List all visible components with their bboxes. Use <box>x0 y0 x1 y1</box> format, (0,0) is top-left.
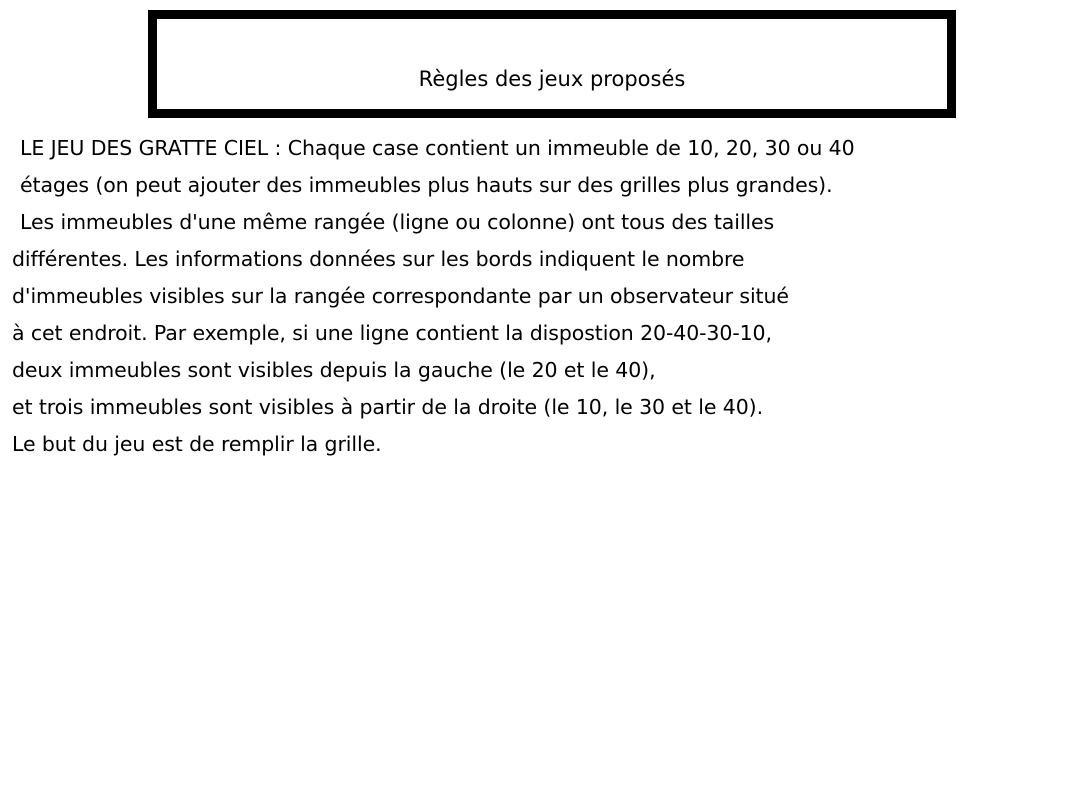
rule-line: deux immeubles sont visibles depuis la gauche (le 20 et le 40), <box>12 358 656 382</box>
rule-line: différentes. Les informations données sur les bords indiquent le nombre <box>12 247 745 271</box>
rule-line: et trois immeubles sont visibles à partir de la droite (le 10, le 30 et le 40). <box>12 395 763 419</box>
page-title: Règles des jeux proposés <box>418 67 686 91</box>
title-box <box>148 10 956 118</box>
rules-text <box>12 130 1062 463</box>
rule-line: LE JEU DES GRATTE CIEL : Chaque case contient un immeuble de 10, 20, 30 ou 40 <box>20 136 855 160</box>
rule-line: Le but du jeu est de remplir la grille. <box>12 432 382 456</box>
rule-line: d'immeubles visibles sur la rangée correspondante par un observateur situé <box>12 284 789 308</box>
rule-line: à cet endroit. Par exemple, si une ligne contient la dispostion 20-40-30-10, <box>12 321 772 345</box>
rule-line: étages (on peut ajouter des immeubles plus hauts sur des grilles plus grandes). <box>20 173 833 197</box>
rule-line: Les immeubles d'une même rangée (ligne ou colonne) ont tous des tailles <box>20 210 775 234</box>
